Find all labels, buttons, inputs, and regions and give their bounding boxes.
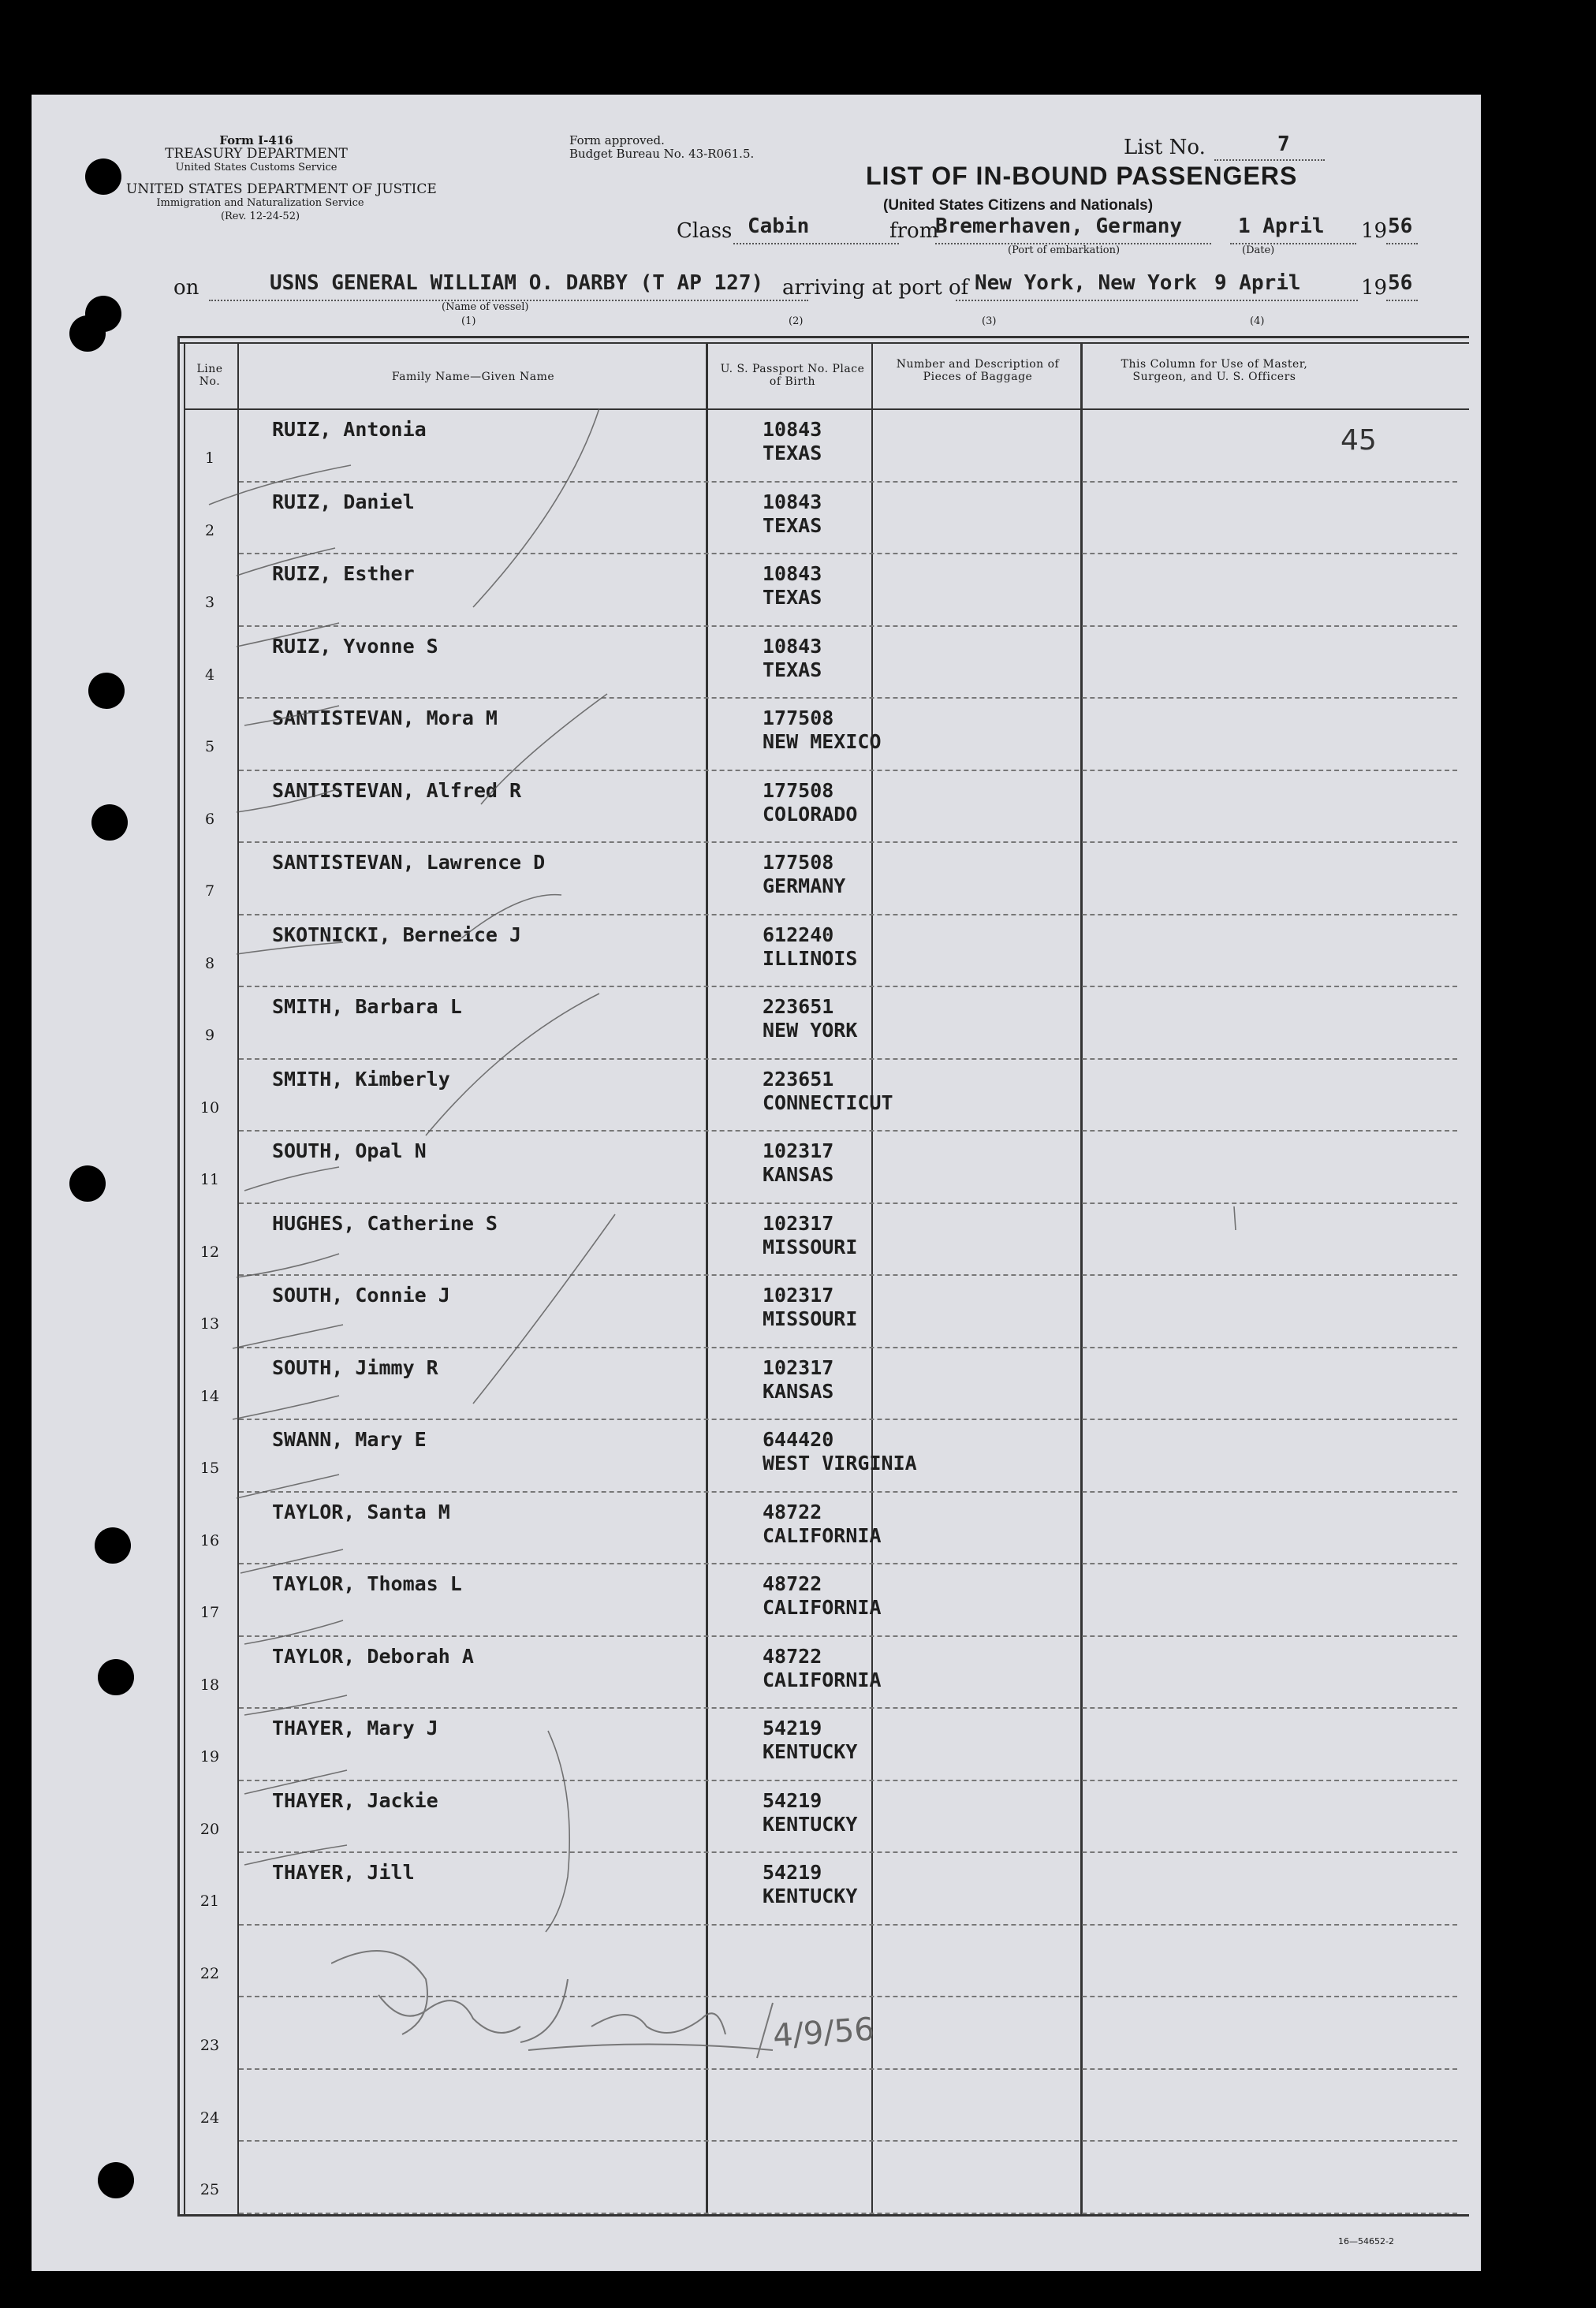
class-value: Cabin (748, 214, 810, 238)
passport-number: 10843 (763, 562, 822, 585)
passport-number: 10843 (763, 418, 822, 441)
passenger-name: SKOTNICKI, Berneice J (272, 923, 522, 946)
passenger-name: THAYER, Jackie (272, 1788, 438, 1812)
place-of-birth: NEW MEXICO (763, 730, 882, 753)
passenger-name: SOUTH, Jimmy R (272, 1355, 438, 1379)
col-header-line-no: Line No. (196, 363, 223, 388)
form-approved: Form approved. (569, 133, 665, 147)
list-no-value: 7 (1277, 132, 1290, 156)
place-of-birth: KENTUCKY (763, 1812, 858, 1836)
binder-hole (69, 1165, 106, 1202)
inspector-signature (331, 1932, 899, 2074)
passport-number: 102317 (763, 1355, 834, 1379)
treasury-dept: TREASURY DEPARTMENT (165, 146, 348, 162)
line-number: 16 (200, 1531, 220, 1549)
passenger-name: SMITH, Barbara L (272, 995, 462, 1018)
line-number: 18 (200, 1676, 220, 1694)
place-of-birth: MISSOURI (763, 1235, 858, 1258)
line-number: 24 (200, 2109, 220, 2127)
arrival-port: New York, New York (975, 271, 1197, 295)
from-value: Bremerhaven, Germany (935, 214, 1183, 238)
col-header-baggage: Number and Description of Pieces of Baggage (896, 358, 1060, 383)
line-number: 10 (200, 1098, 220, 1117)
passenger-name: RUIZ, Esther (272, 562, 415, 585)
binder-hole (88, 673, 125, 709)
line-number: 20 (200, 1820, 220, 1838)
passport-number: 10843 (763, 490, 822, 513)
passport-number: 48722 (763, 1644, 822, 1668)
passenger-name: TAYLOR, Santa M (272, 1500, 450, 1523)
passenger-name: TAYLOR, Thomas L (272, 1572, 462, 1595)
col-caption-1: (1) (461, 315, 476, 327)
passport-number: 177508 (763, 851, 834, 874)
page-subtitle: (United States Citizens and Nationals) (883, 197, 1154, 214)
line-number: 6 (204, 810, 215, 828)
passenger-name: RUIZ, Antonia (272, 418, 427, 441)
line-number: 9 (204, 1027, 215, 1044)
vessel-caption: (Name of vessel) (442, 301, 529, 313)
passenger-name: SANTISTEVAN, Mora M (272, 707, 498, 729)
place-of-birth: CALIFORNIA (763, 1596, 882, 1619)
binder-hole (98, 1659, 134, 1695)
line-number: 25 (200, 2181, 220, 2198)
ins-service: Immigration and Naturalization Service (156, 197, 364, 209)
place-of-birth: TEXAS (763, 658, 822, 681)
col-caption-3: (3) (982, 315, 997, 327)
place-of-birth: MISSOURI (763, 1307, 858, 1330)
date-caption: (Date) (1242, 244, 1275, 256)
line-number: 1 (204, 449, 215, 467)
binder-hole (98, 2162, 134, 2198)
place-of-birth: TEXAS (763, 442, 822, 464)
place-of-birth: CALIFORNIA (763, 1523, 882, 1547)
passport-number: 102317 (763, 1211, 834, 1235)
place-of-birth: TEXAS (763, 513, 822, 537)
embark-year: 56 (1388, 214, 1413, 238)
place-of-birth: ILLINOIS (763, 946, 858, 970)
line-number: 22 (200, 1964, 220, 1982)
port-embark-caption: (Port of embarkation) (1008, 244, 1121, 256)
passenger-name: HUGHES, Catherine S (272, 1211, 498, 1235)
passport-number: 102317 (763, 1284, 834, 1307)
from-label: from (889, 219, 939, 243)
place-of-birth: GERMANY (763, 874, 846, 897)
line-number: 21 (200, 1892, 220, 1910)
arrival-date: 9 April (1214, 271, 1301, 295)
officer-note: 45 (1341, 424, 1377, 457)
binder-hole (85, 158, 121, 195)
place-of-birth: KENTUCKY (763, 1740, 858, 1763)
line-number: 2 (204, 521, 215, 539)
passport-number: 54219 (763, 1717, 822, 1739)
col-caption-4: (4) (1250, 315, 1265, 327)
passenger-name: SWANN, Mary E (272, 1428, 427, 1451)
line-number: 23 (200, 2037, 220, 2054)
passenger-name: TAYLOR, Deborah A (272, 1644, 474, 1668)
passport-number: 102317 (763, 1139, 834, 1162)
on-label: on (173, 276, 200, 300)
line-number: 15 (200, 1460, 220, 1477)
line-number: 4 (204, 666, 215, 684)
binder-hole (91, 804, 128, 841)
col-header-name: Family Name—Given Name (391, 371, 555, 383)
passenger-name: SMITH, Kimberly (272, 1067, 450, 1091)
passport-number: 223651 (763, 995, 834, 1018)
col-header-officers: This Column for Use of Master, Surgeon, and U. S. Officers (1121, 358, 1308, 383)
col-header-passport: U. S. Passport No. Place of Birth (720, 363, 865, 388)
passport-number: 54219 (763, 1861, 822, 1884)
place-of-birth: NEW YORK (763, 1019, 858, 1042)
line-number: 17 (200, 1604, 220, 1621)
place-of-birth: KANSAS (763, 1379, 834, 1403)
passenger-name: RUIZ, Yvonne S (272, 634, 438, 658)
passport-number: 223651 (763, 1067, 834, 1091)
inspection-date: 4/9/56 (771, 2011, 876, 2055)
manifest-page (32, 95, 1481, 2271)
binder-hole (69, 315, 106, 352)
line-number: 3 (204, 594, 215, 611)
passenger-name: RUIZ, Daniel (272, 490, 415, 513)
line-number: 5 (204, 738, 215, 755)
line-number: 14 (200, 1387, 220, 1405)
place-of-birth: TEXAS (763, 586, 822, 609)
arrival-year: 56 (1388, 271, 1413, 295)
line-number: 12 (200, 1243, 220, 1261)
line-number: 11 (200, 1171, 220, 1188)
place-of-birth: KANSAS (763, 1163, 834, 1186)
justice-dept: UNITED STATES DEPARTMENT OF JUSTICE (126, 181, 437, 197)
passenger-name: THAYER, Jill (272, 1861, 415, 1884)
passenger-name: SANTISTEVAN, Lawrence D (272, 851, 546, 874)
year-prefix-2: 19 (1361, 276, 1388, 300)
line-number: 19 (200, 1748, 220, 1765)
passport-number: 10843 (763, 634, 822, 658)
line-number: 13 (200, 1315, 220, 1333)
binder-hole (95, 1527, 131, 1564)
passport-number: 48722 (763, 1500, 822, 1523)
passport-number: 644420 (763, 1428, 834, 1451)
place-of-birth: CALIFORNIA (763, 1668, 882, 1691)
place-of-birth: CONNECTICUT (763, 1091, 893, 1114)
passenger-name: THAYER, Mary J (272, 1717, 438, 1739)
place-of-birth: COLORADO (763, 802, 858, 826)
col-caption-2: (2) (789, 315, 804, 327)
list-no-label: List No. (1124, 136, 1206, 159)
passport-number: 177508 (763, 707, 834, 729)
line-number: 8 (204, 954, 215, 972)
class-label: Class (677, 219, 733, 243)
place-of-birth: WEST VIRGINIA (763, 1452, 917, 1475)
vessel-name: USNS GENERAL WILLIAM O. DARBY (T AP 127) (270, 271, 764, 295)
footer-code: 16—54652-2 (1338, 2236, 1394, 2246)
line-number: 7 (204, 882, 215, 900)
year-prefix-1: 19 (1361, 219, 1388, 243)
customs-service: United States Customs Service (175, 162, 337, 173)
page-title: LIST OF IN-BOUND PASSENGERS (866, 162, 1298, 190)
form-number: Form I-416 (219, 133, 293, 147)
passport-number: 177508 (763, 778, 834, 802)
arriving-label: arriving at port of (782, 276, 969, 300)
passport-number: 48722 (763, 1572, 822, 1595)
budget-bureau: Budget Bureau No. 43-R061.5. (569, 147, 755, 161)
passport-number: 54219 (763, 1788, 822, 1812)
embark-date: 1 April (1238, 214, 1325, 238)
passenger-name: SANTISTEVAN, Alfred R (272, 778, 522, 802)
passenger-name: SOUTH, Opal N (272, 1139, 427, 1162)
place-of-birth: KENTUCKY (763, 1885, 858, 1907)
revision: (Rev. 12-24-52) (220, 211, 300, 222)
passport-number: 612240 (763, 923, 834, 946)
passenger-name: SOUTH, Connie J (272, 1284, 450, 1307)
